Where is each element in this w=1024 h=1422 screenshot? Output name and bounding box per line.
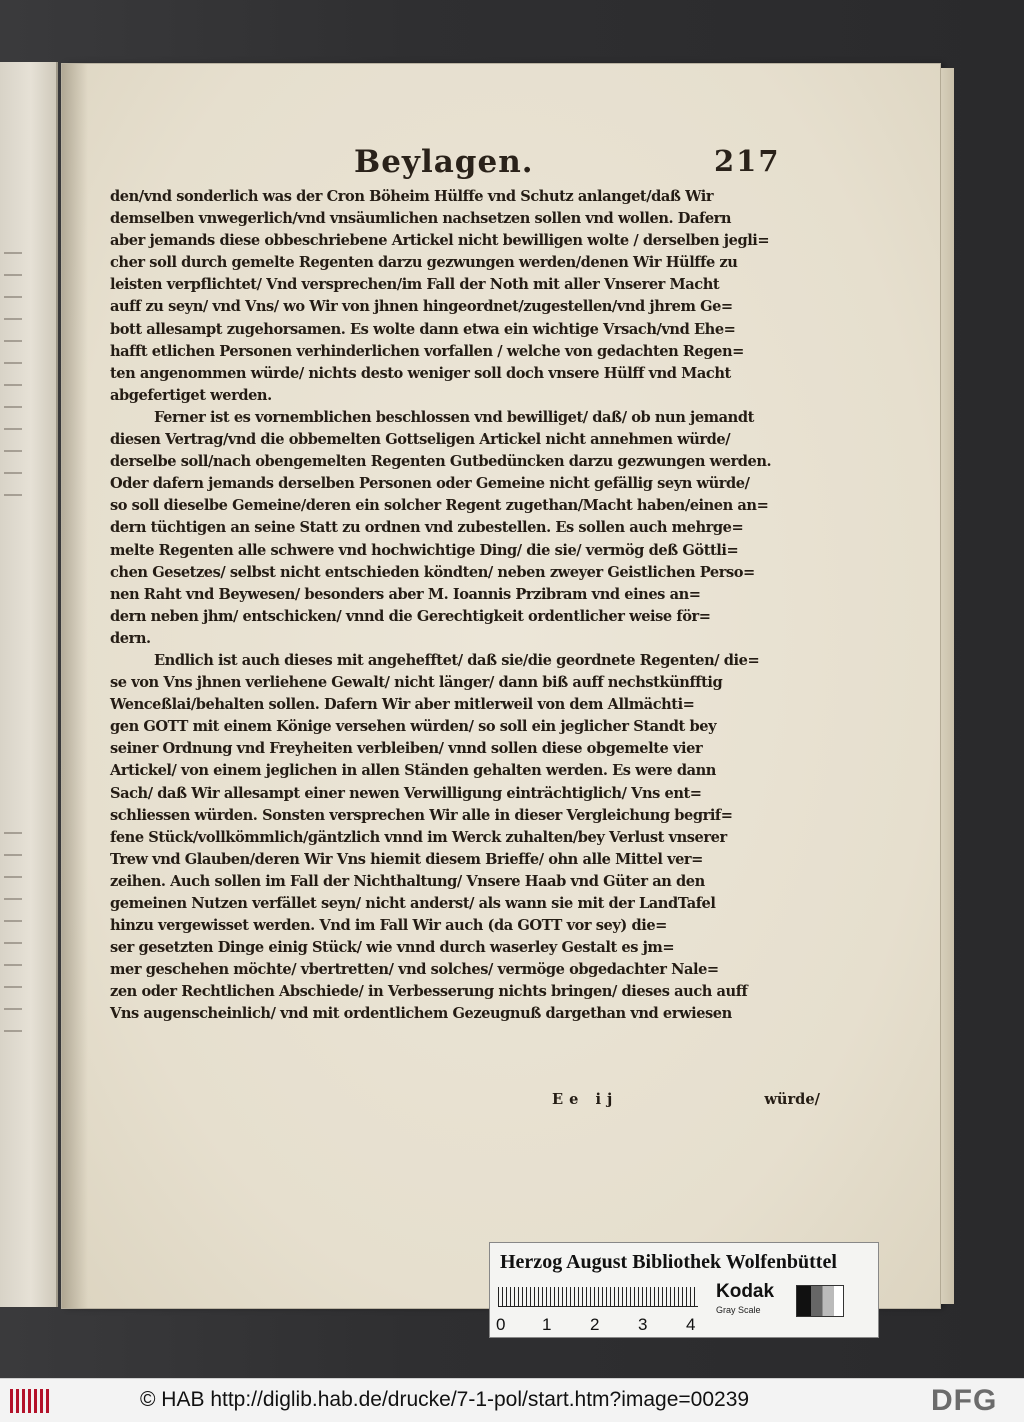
text-line: Endlich ist auch dieses mit angehefftet/ daß sie/die geordnete Regenten/ die= xyxy=(154,651,760,669)
text-line: bott allesampt zugehorsamen. Es wolte dann etwa ein wichtige Vrsach/vnd Ehe= xyxy=(110,320,736,338)
text-line: zeihen. Auch sollen im Fall der Nichthaltung/ Vnsere Haab vnd Güter an den xyxy=(110,872,705,890)
text-line: dern neben jhm/ entschicken/ vnnd die Gerechtigkeit ordentlicher weise för= xyxy=(110,607,711,625)
ruler-number: 2 xyxy=(590,1315,600,1334)
running-head-title: Beylagen. xyxy=(354,144,534,180)
text-line: Trew vnd Glauben/deren Wir Vns hiemit diesem Brieffe/ ohn alle Mittel ver= xyxy=(110,850,703,868)
page-fore-edge xyxy=(940,68,954,1304)
ruler-number: 3 xyxy=(638,1315,648,1334)
text-line: nen Raht vnd Beywesen/ besonders aber M. Ioannis Przibram vnd eines an= xyxy=(110,585,701,603)
text-line: dern tüchtigen an seine Statt zu ordnen vnd zubestellen. Es sollen auch mehrge= xyxy=(110,519,744,537)
dfg-logo[interactable]: DFG xyxy=(931,1384,998,1417)
text-line: Artickel/ von einem jeglichen in allen Ständen gehalten werden. Es were dann xyxy=(110,762,716,780)
adjacent-page-text-fragment xyxy=(4,822,22,1032)
text-line: ser gesetzten Dinge einig Stück/ wie vnnd durch waserley Gestalt es jm= xyxy=(110,939,675,957)
signature-mark: Ee ij xyxy=(552,1091,619,1108)
hab-logo-icon[interactable] xyxy=(10,1389,50,1413)
library-label-card xyxy=(489,1242,879,1338)
text-line: chen Gesetzes/ selbst nicht entschieden köndten/ neben zweyer Geistlichen Perso= xyxy=(110,563,755,581)
ruler-number: 4 xyxy=(686,1315,696,1334)
adjacent-page-text-fragment xyxy=(4,242,22,502)
text-line: hinzu vergewisset werden. Vnd im Fall Wir auch (da GOTT vor sey) die= xyxy=(110,917,667,935)
text-line: den/vnd sonderlich was der Cron Böheim Hülffe vnd Schutz anlanget/daß Wir xyxy=(110,188,714,205)
text-line: gemeinen Nutzen verfället seyn/ nicht anderst/ als wann sie mit der LandTafel xyxy=(110,895,716,912)
text-line: so soll dieselbe Gemeine/deren ein solcher Regent zugethan/Macht haben/einen an= xyxy=(110,497,769,515)
measurement-ruler xyxy=(496,1287,698,1334)
footer-bar xyxy=(0,1378,1024,1422)
text-line: diesen Vertrag/vnd die obbemelten Gottseligen Artickel nicht annehmen würde/ xyxy=(110,431,731,449)
ruler-ticks xyxy=(498,1287,698,1307)
kodak-brand: Kodak xyxy=(716,1281,775,1302)
ruler-number: 0 xyxy=(496,1315,506,1334)
text-line: ten angenommen würde/ nichts desto weniger soll doch vnsere Hülff vnd Macht xyxy=(110,364,731,382)
gray-scale-patches xyxy=(796,1285,844,1317)
adjacent-pages-edge xyxy=(0,62,58,1307)
page-gutter-shadow xyxy=(62,64,88,1308)
text-line: dern. xyxy=(110,629,151,647)
library-name: Herzog August Bibliothek Wolfenbüttel xyxy=(500,1251,837,1273)
text-line: derselbe soll/nach obengemelten Regenten Gutbedüncken darzu gezwungen werden. xyxy=(110,453,772,471)
text-line: hafft etlichen Personen verhinderlichen vorfallen / welche von gedachten Regen= xyxy=(110,342,744,360)
text-line: melte Regenten alle schwere vnd hochwichtige Ding/ die sie/ vermög deß Göttli= xyxy=(110,541,739,559)
text-line: Vns augenscheinlich/ vnd mit ordentlichem Gezeugnuß dargethan vnd erwiesen xyxy=(110,1005,732,1023)
ruler-number: 1 xyxy=(542,1315,552,1334)
text-line: abgefertiget werden. xyxy=(110,386,272,404)
text-line: Sach/ daß Wir allesampt einer newen Verwilligung einträchtiglich/ Vns ent= xyxy=(110,784,702,802)
text-line: mer geschehen möchte/ vbertretten/ vnd solches/ vermöge obgedachter Nale= xyxy=(110,961,719,979)
text-line: schliessen würden. Sonsten versprechen Wir alle in dieser Vergleichung begrif= xyxy=(110,806,733,824)
catchword: würde/ xyxy=(764,1091,820,1108)
text-line: Wenceßlai/behalten sollen. Dafern Wir aber mitlerweil von dem Allmächti= xyxy=(110,696,695,714)
page-number: 217 xyxy=(714,144,781,178)
text-line: leisten verpflichtet/ Vnd versprechen/im Fall der Noth mit aller Vnserer Macht xyxy=(110,276,720,294)
ruler-numbers xyxy=(498,1315,698,1333)
text-line: Oder dafern jemands derselben Personen oder Gemeine nicht gefällig seyn würde/ xyxy=(110,475,750,493)
text-line: aber jemands diese obbeschriebene Artickel nicht bewilligen wolte / derselben jegli= xyxy=(110,232,770,250)
catchline xyxy=(110,1091,820,1115)
text-line: se von Vns jhnen verliehene Gewalt/ nicht länger/ dann biß auff nechstkünfftig xyxy=(110,674,723,692)
text-line: gen GOTT mit einem Könige versehen würden/ so soll ein jeglicher Standt bey xyxy=(110,718,717,736)
text-line: fene Stück/vollkömmlich/gäntzlich vnnd im Werck zuhalten/bey Verlust vnserer xyxy=(110,828,727,846)
text-line: demselben vnwegerlich/vnd vnsäumlichen nachsetzen sollen vnd wollen. Dafern xyxy=(110,210,732,228)
running-head xyxy=(354,144,834,192)
body-text xyxy=(110,186,820,1026)
copyright-link[interactable]: © HAB http://diglib.hab.de/drucke/7-1-pol/start.htm?image=00239 xyxy=(140,1388,750,1411)
text-line: zen oder Rechtlichen Abschiede/ in Verbesserung nichts bringen/ dieses auch auff xyxy=(110,983,748,1001)
text-line: cher soll durch gemelte Regenten darzu gezwungen werden/denen Wir Hülffe zu xyxy=(110,254,738,272)
text-line: Ferner ist es vornemblichen beschlossen vnd bewilliget/ daß/ ob nun jemandt xyxy=(154,408,754,426)
gray-scale-label: Gray Scale xyxy=(716,1305,761,1315)
text-line: seiner Ordnung vnd Freyheiten verbleiben/ vnnd sollen diese obgemelte vier xyxy=(110,740,703,758)
text-line: auff zu seyn/ vnd Vns/ wo Wir von jhnen hingeordnet/zugestellen/vnd jhrem Ge= xyxy=(110,298,733,316)
book-page xyxy=(62,64,940,1308)
